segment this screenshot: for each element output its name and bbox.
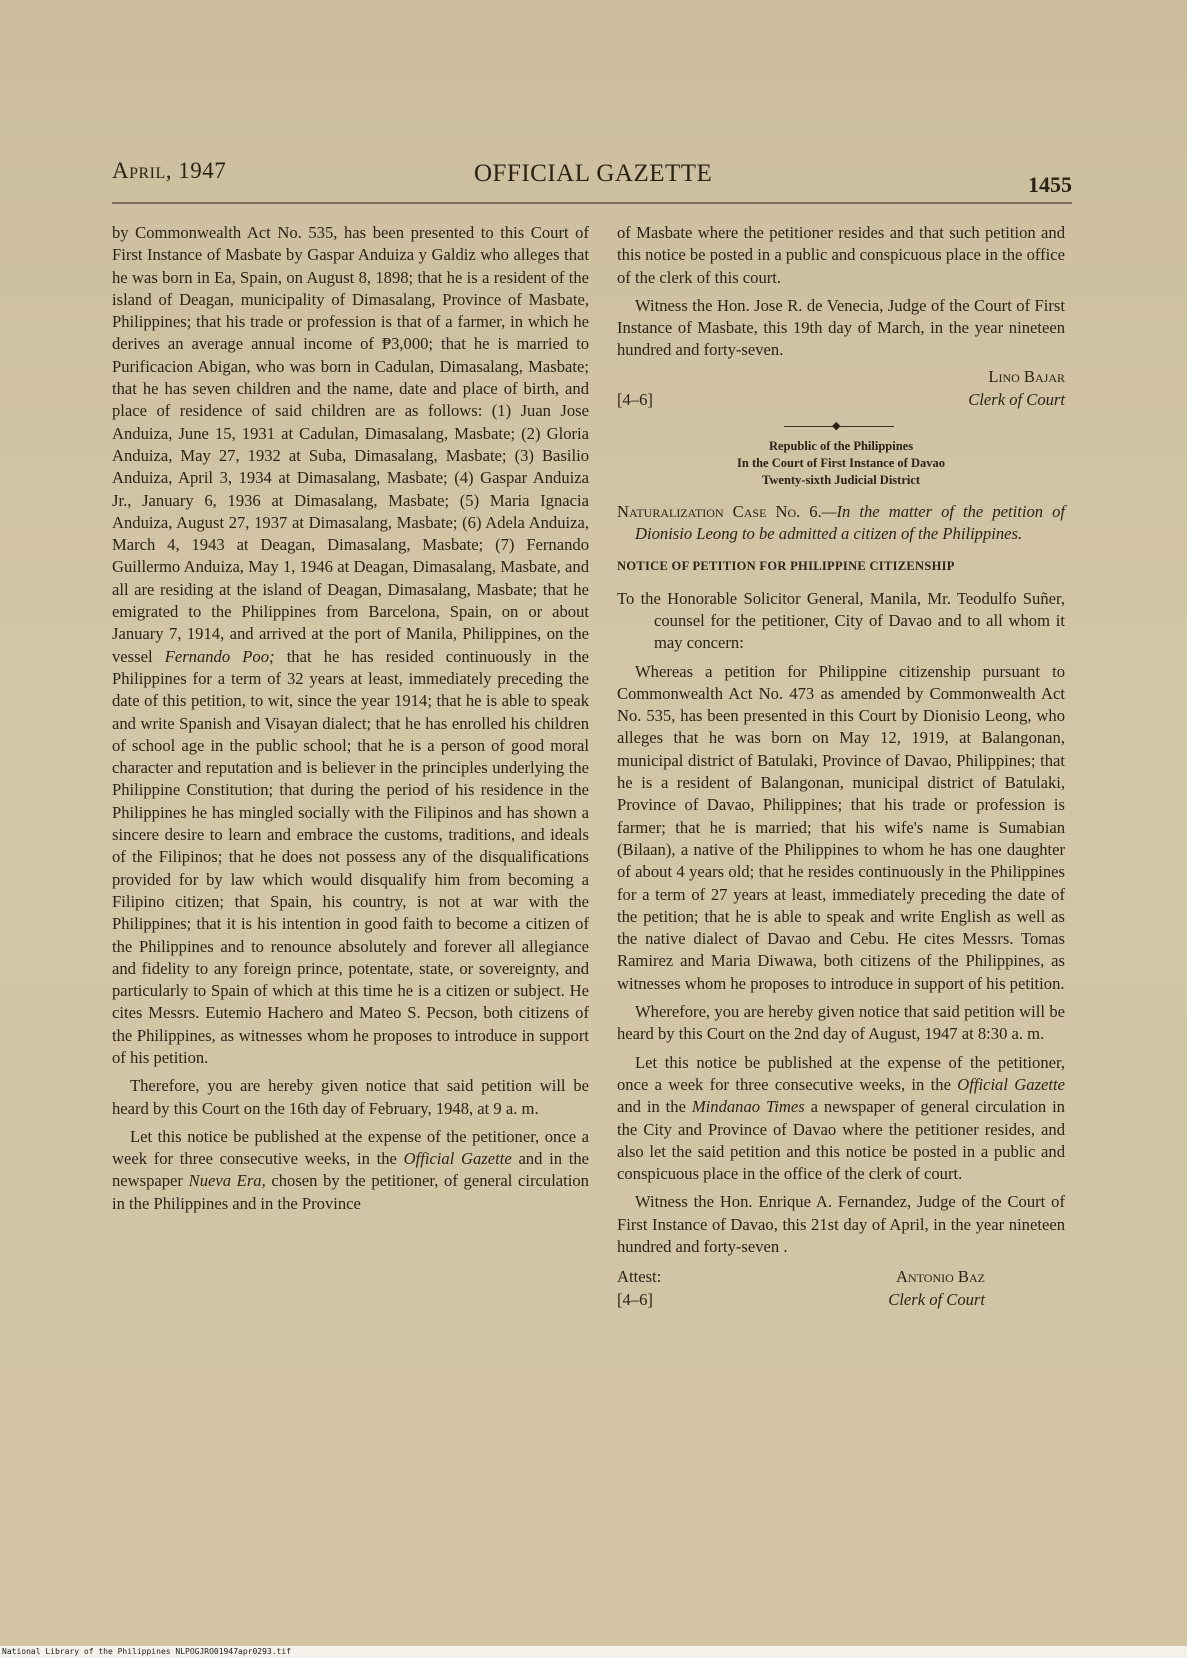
case-title: Naturalization Case No. 6.—In the matter of the petition of Dionisio Leong to be admitted a citizen of the Philippines. xyxy=(617,501,1065,544)
clerk-title: Clerk of Court xyxy=(968,389,1065,409)
davao-hearing-paragraph: Wherefore, you are hereby given notice that said petition will be heard by this Court on the 2nd day of August, 1947 at 8:30 a. m. xyxy=(617,1002,1065,1044)
publication-title: OFFICIAL GAZETTE xyxy=(474,160,713,187)
signature-block-masbate xyxy=(617,366,1065,416)
vessel-name: Fernando Poo; xyxy=(164,646,275,666)
issue-reference: [4–6] xyxy=(617,389,653,409)
clerk-name: Lino Bajar xyxy=(988,366,1065,386)
davao-publication-paragraph: Let this notice be published at the expense of the petitioner, once a week for three consecutive weeks, in the Official Gazette and in the Mindanao Times a newspaper of general circulation in the City and Province of Davao where the petitioner resides, and also let the said petition and this notice be posted in a public and conspicuous place in the office of the clerk of court. xyxy=(617,1052,1065,1184)
page-number: 1455 xyxy=(1028,172,1072,197)
addressee-paragraph: To the Honorable Solicitor General, Manila, Mr. Teodulfo Suñer, counsel for the petitioner, City of Davao and to all whom it may concern: xyxy=(617,588,1065,653)
issue-reference: [4–6] xyxy=(617,1290,653,1310)
gazette-name: Official Gazette xyxy=(403,1149,512,1169)
header-rule xyxy=(112,202,1072,204)
gazette-name: Official Gazette xyxy=(957,1074,1065,1094)
hearing-notice-paragraph: Therefore, you are hereby given notice that said petition will be heard by this Court on the 16th day of February, 1948, at 9 a. m. xyxy=(112,1076,589,1118)
right-column xyxy=(617,222,1065,1316)
davao-petition-paragraph: Whereas a petition for Philippine citizenship pursuant to Commonwealth Act No. 473 as amended by Commonwealth Act No. 535, has been presented in this Court by Dionisio Leong, who alleges that he was born on May 12, 1919, at Balangonan, municipal district of Batulaki, Province of Davao, Philippines; that he is a resident of Balangonan, municipal district of Batulaki, Province of Davao, Philippines; that his trade or profession is farmer; that he is married; that his wife's name is Sumabian (Bilaan), a native of the Philippines to whom he has one daughter of about 4 years old; that he resides continuously in the Philippines for a term of 27 years at least, immediately preceding the date of the petition; that he is able to speak and write English as well as the native dialect of Davao and Cebu. He cites Messrs. Tomas Ramirez and Maria Diwawa, both citizens of the Philippines, as witnesses whom he proposes to introduce in support of his petition. xyxy=(617,661,1065,993)
newspaper-name: Nueva Era, xyxy=(188,1171,266,1191)
notice-title: NOTICE OF PETITION FOR PHILIPPINE CITIZENSHIP xyxy=(617,559,955,574)
clerk-name: Antonio Baz xyxy=(896,1267,985,1287)
issue-date: April, 1947 xyxy=(112,158,227,183)
scan-footer: National Library of the Philippines NLPOGJRO01947apr0293.tif xyxy=(0,1646,1187,1658)
posting-paragraph: of Masbate where the petitioner resides and that such petition and this notice be posted in a public and conspicuous place in the office of the clerk of this court. xyxy=(617,223,1065,287)
section-divider xyxy=(617,416,1065,438)
newspaper-name: Mindanao Times xyxy=(691,1097,805,1117)
attest-label: Attest: xyxy=(617,1267,662,1287)
witness-paragraph-masbate: Witness the Hon. Jose R. de Venecia, Judge of the Court of First Instance of Masbate, this 19th day of March, in the year nineteen hundred and forty-seven. xyxy=(617,295,1065,360)
publication-paragraph: Let this notice be published at the expense of the petitioner, once a week for three consecutive weeks, in the Official Gazette and in the newspaper Nueva Era, chosen by the petitioner, of general circulation in the Philippines and in the Province xyxy=(112,1126,589,1213)
masbate-petition-paragraph: by Commonwealth Act No. 535, has been presented to this Court of First Instance of Masbate by Gaspar Anduiza y Galdiz who alleges that he was born in Ea, Spain, on August 8, 1898; that he is a resident of the island of Deagan, municipality of Dimasalang, Province of Masbate, Philippines; that his trade or profession is that of a farmer, in which he derives an average annual income of ₱3,000; that he is married to Purificacion Abigan, who was born in Cadulan, Dimasalang, Masbate; that he has seven children and the name, date and place of birth, and place of residence of said children are as follows: (1) Juan Jose Anduiza, June 15, 1931 at Cadulan, Dimasalang, Masbate; (2) Gloria Anduiza, May 27, 1932 at Suba, Dimasalang, Masbate; (3) Basilio Anduiza, April 3, 1934 at Dimasalang, Masbate; (4) Gaspar Anduiza Jr., January 6, 1936 at Dimasalang, Masbate; (5) Maria Ignacia Anduiza, August 27, 1937 at Dimasalang, Masbate; (6) Adela Anduiza, March 4, 1943 at Deagan, Dimasalang, Masbate; (7) Fernando Guillermo Anduiza, May 1, 1946 at Deagan, Dimasalang, Masbate, and all are residing at the island of Deagan, Dimasalang, Masbate; that he emigrated to the Philippines from Barcelona, Spain, on or about January 7, 1914, and arrived at the port of Manila, Philippines, on the vessel Fernando Poo; that he has resided continuously in the Philippines for a term of 32 years at least, immediately preceding the date of this petition, to wit, since the year 1914; that he is able to speak and write Spanish and Visayan dialect; that he has enrolled his children of school age in the public school; that he is a person of good moral character and reputation and is believer in the principles underlying the Philippine Constitution; that during the period of his residence in the Philippines he has mingled socially with the Filipinos and has shown a sincere desire to learn and embrace the customs, traditions, and ideals of the Filipinos; that he does not possess any of the disqualifications provided for by law which would disqualify him from becoming a Filipino citizen; that Spain, his country, is not at war with the Philippines; that it is his intention in good faith to become a citizen of the Philippines and to renounce absolutely and forever all allegiance and fidelity to any foreign prince, potentate, state, or sovereignty, and particularly to Spain of which at this time he is a citizen or subject. He cites Messrs. Eutemio Hachero and Mateo S. Pecson, both citizens of the Philippines, as witnesses whom he proposes to introduce in support of his petition. xyxy=(112,223,589,1067)
witness-paragraph-davao: Witness the Hon. Enrique A. Fernandez, Judge of the Court of First Instance of Davao, this 21st day of April, in the year nineteen hundred and forty-seven . xyxy=(617,1192,1065,1256)
page-header xyxy=(112,150,1072,210)
court-heading: Republic of the Philippines In the Court of First Instance of Davao Twenty-sixth Judicial District xyxy=(737,438,945,487)
signature-block-davao xyxy=(617,1266,1065,1316)
clerk-title: Clerk of Court xyxy=(888,1290,985,1310)
divider-ornament-icon: ◆ xyxy=(832,419,841,432)
left-column xyxy=(112,222,589,1215)
